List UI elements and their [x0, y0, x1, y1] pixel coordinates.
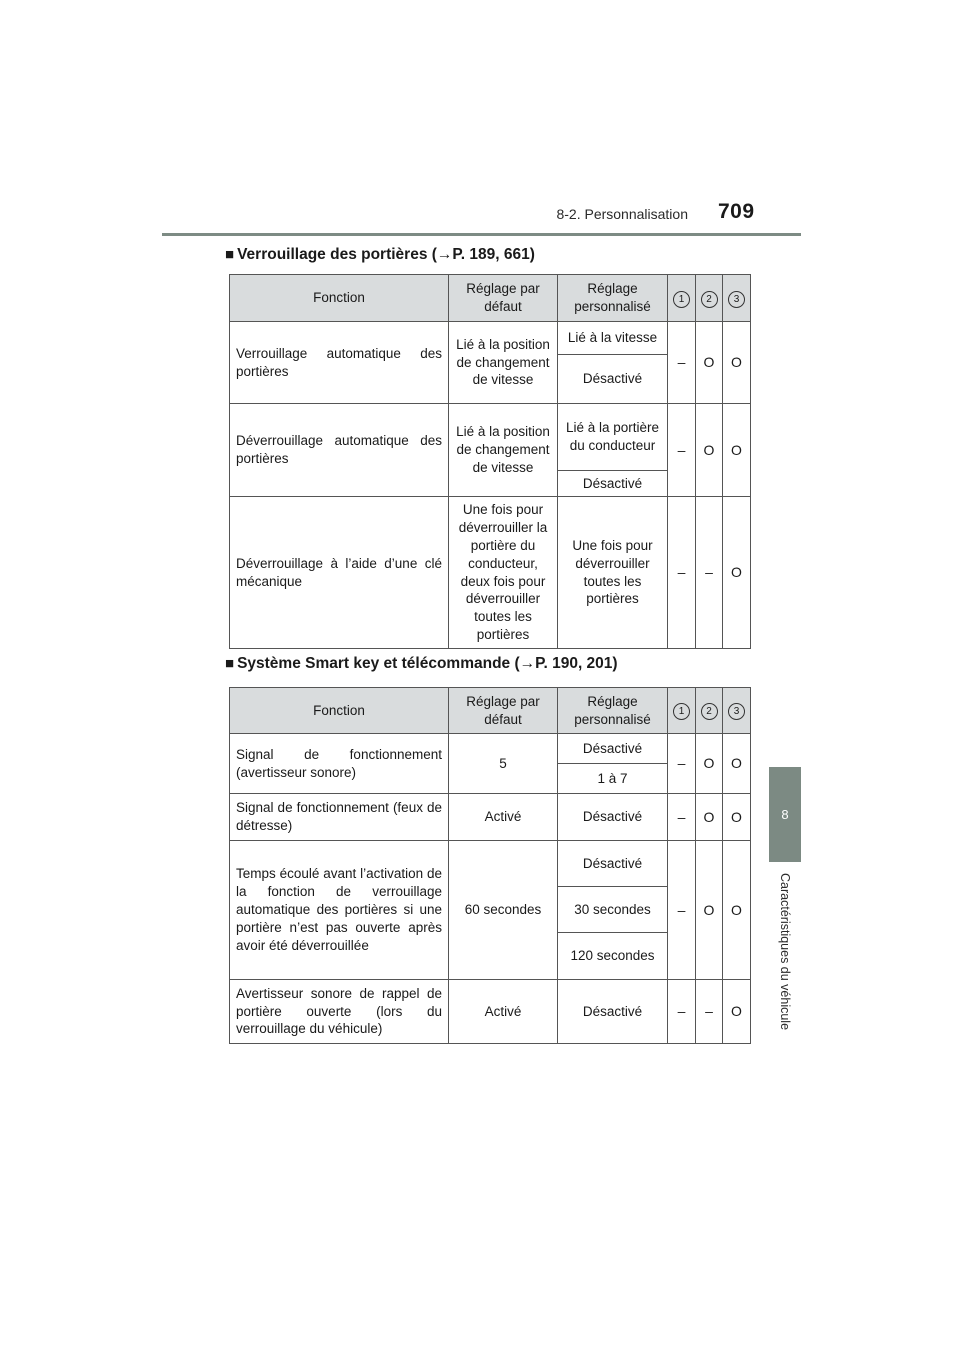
col-fonction: Fonction: [230, 275, 449, 322]
mark-cell: –: [668, 322, 696, 404]
col-defaut: Réglage par défaut: [449, 688, 558, 734]
perso-cell: Désactivé: [558, 841, 668, 887]
col-1: [668, 688, 696, 734]
fonction-cell: Signal de fonctionnement (feux de détresse): [230, 794, 449, 841]
chapter-number: 8: [781, 807, 789, 822]
perso-cell: 120 secondes: [558, 933, 668, 980]
table-row: [230, 322, 751, 355]
section-title-door-locking: [225, 246, 535, 264]
col-2: [696, 275, 723, 322]
col-3: [723, 688, 751, 734]
mark-cell: –: [668, 980, 696, 1044]
mark-cell: O: [696, 404, 723, 497]
circled-2-icon: 2: [701, 291, 718, 308]
mark-cell: –: [668, 794, 696, 841]
perso-cell: Lié à la vitesse: [558, 322, 668, 355]
mark-cell: –: [668, 404, 696, 497]
chapter-tab[interactable]: [769, 767, 801, 862]
defaut-cell: Activé: [449, 794, 558, 841]
col-perso: Réglage personnalisé: [558, 275, 668, 322]
fonction-cell: Signal de fonctionnement (avertisseur sonore): [230, 734, 449, 794]
mark-cell: O: [696, 322, 723, 404]
fonction-cell: Verrouillage automatique des portières: [230, 322, 449, 404]
col-2: [696, 688, 723, 734]
section-title-text: Verrouillage des portières (→P. 189, 661): [237, 246, 535, 263]
circled-1-icon: 1: [673, 703, 690, 720]
defaut-cell: Lié à la position de changement de vitesse: [449, 322, 558, 404]
col-perso: Réglage personnalisé: [558, 688, 668, 734]
section-title-smart-key: [225, 655, 618, 673]
mark-cell: O: [723, 794, 751, 841]
section-title-text: Système Smart key et télécommande (→P. 190, 201): [237, 655, 618, 672]
chapter-label-text: Caractéristiques du véhicule: [778, 873, 792, 1031]
smart-key-table: [229, 687, 751, 1044]
mark-cell: O: [696, 734, 723, 794]
header-divider: [162, 233, 801, 236]
mark-cell: O: [723, 980, 751, 1044]
perso-cell: Désactivé: [558, 355, 668, 404]
circled-2-icon: 2: [701, 703, 718, 720]
circled-3-icon: 3: [728, 703, 745, 720]
mark-cell: –: [668, 497, 696, 649]
mark-cell: –: [668, 734, 696, 794]
defaut-cell: Activé: [449, 980, 558, 1044]
col-3: [723, 275, 751, 322]
perso-cell: Lié à la portière du conducteur: [558, 404, 668, 471]
table-row: [230, 497, 751, 649]
table-header-row: [230, 688, 751, 734]
perso-cell: Désactivé: [558, 471, 668, 497]
mark-cell: O: [723, 497, 751, 649]
circled-1-icon: 1: [673, 291, 690, 308]
col-defaut: Réglage par défaut: [449, 275, 558, 322]
table-row: [230, 794, 751, 841]
defaut-cell: 5: [449, 734, 558, 794]
table-header-row: [230, 275, 751, 322]
chapter-label: [758, 873, 812, 1063]
circled-3-icon: 3: [728, 291, 745, 308]
page-number: 709: [718, 200, 755, 223]
perso-cell: 30 secondes: [558, 887, 668, 933]
mark-cell: O: [723, 404, 751, 497]
mark-cell: O: [723, 734, 751, 794]
perso-cell: Une fois pour déverrouiller toutes les portières: [558, 497, 668, 649]
defaut-cell: Une fois pour déverrouiller la portière du conducteur, deux fois pour déverrouiller toutes les portières: [449, 497, 558, 649]
perso-cell: Désactivé: [558, 794, 668, 841]
perso-cell: 1 à 7: [558, 764, 668, 794]
mark-cell: O: [723, 322, 751, 404]
defaut-cell: 60 secondes: [449, 841, 558, 980]
mark-cell: O: [723, 841, 751, 980]
table-row: [230, 734, 751, 764]
mark-cell: –: [668, 841, 696, 980]
mark-cell: O: [696, 794, 723, 841]
square-bullet-icon: ■: [225, 246, 235, 263]
fonction-cell: Déverrouillage automatique des portières: [230, 404, 449, 497]
fonction-cell: Temps écoulé avant l’activation de la fonction de verrouillage automatique des portières si une portière n’est pas ouverte après avoir été déverrouillée: [230, 841, 449, 980]
table-row: [230, 404, 751, 471]
mark-cell: –: [696, 980, 723, 1044]
perso-cell: Désactivé: [558, 980, 668, 1044]
door-locking-table: [229, 274, 751, 649]
mark-cell: O: [696, 841, 723, 980]
table-row: [230, 980, 751, 1044]
defaut-cell: Lié à la position de changement de vitesse: [449, 404, 558, 497]
section-header: 8-2. Personnalisation: [556, 206, 688, 222]
col-1: [668, 275, 696, 322]
square-bullet-icon: ■: [225, 655, 235, 672]
mark-cell: –: [696, 497, 723, 649]
fonction-cell: Avertisseur sonore de rappel de portière ouverte (lors du verrouillage du véhicule): [230, 980, 449, 1044]
col-fonction: Fonction: [230, 688, 449, 734]
perso-cell: Désactivé: [558, 734, 668, 764]
table-row: [230, 841, 751, 887]
fonction-cell: Déverrouillage à l’aide d’une clé mécanique: [230, 497, 449, 649]
